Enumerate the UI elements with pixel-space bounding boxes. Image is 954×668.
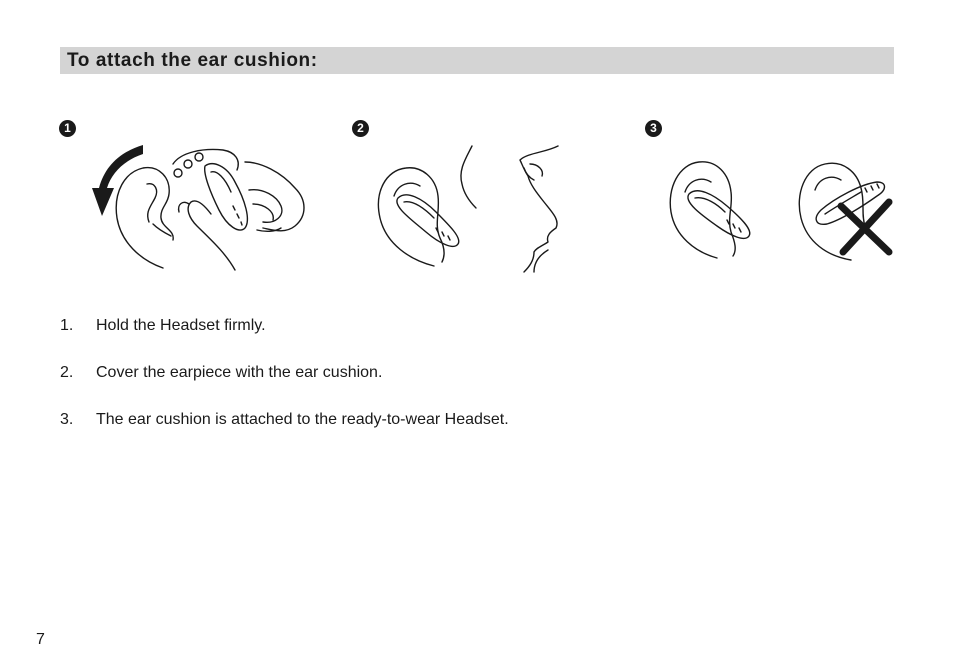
ear-icon bbox=[378, 168, 444, 266]
illustration-step-1 bbox=[85, 140, 310, 275]
section-heading-bar bbox=[60, 47, 894, 74]
ear-icon bbox=[116, 168, 173, 268]
step-number: 1. bbox=[60, 317, 74, 334]
step-text: Cover the earpiece with the ear cushion. bbox=[96, 364, 383, 381]
illustration-step-2 bbox=[372, 140, 597, 275]
cheek-line bbox=[461, 146, 476, 208]
headset-icon bbox=[173, 150, 247, 230]
step-marker-3: 3 bbox=[645, 120, 662, 137]
step-marker-1: 1 bbox=[59, 120, 76, 137]
step-text: Hold the Headset firmly. bbox=[96, 317, 266, 334]
step-number: 3. bbox=[60, 411, 74, 428]
step-marker-2: 2 bbox=[352, 120, 369, 137]
headset-icon bbox=[688, 191, 750, 239]
headset-icon bbox=[397, 195, 459, 247]
hand-icon bbox=[179, 162, 304, 270]
ear-icon bbox=[799, 163, 865, 260]
page-number: 7 bbox=[36, 631, 45, 648]
step-text: The ear cushion is attached to the ready-to-wear Headset. bbox=[96, 411, 509, 428]
section-heading: To attach the ear cushion: bbox=[67, 50, 318, 71]
face-profile-icon bbox=[520, 146, 558, 272]
step-number: 2. bbox=[60, 364, 74, 381]
illustration-step-3 bbox=[665, 140, 895, 275]
ear-icon bbox=[670, 162, 735, 258]
curved-arrow-icon bbox=[92, 145, 143, 216]
wrong-cross-icon bbox=[841, 202, 889, 252]
